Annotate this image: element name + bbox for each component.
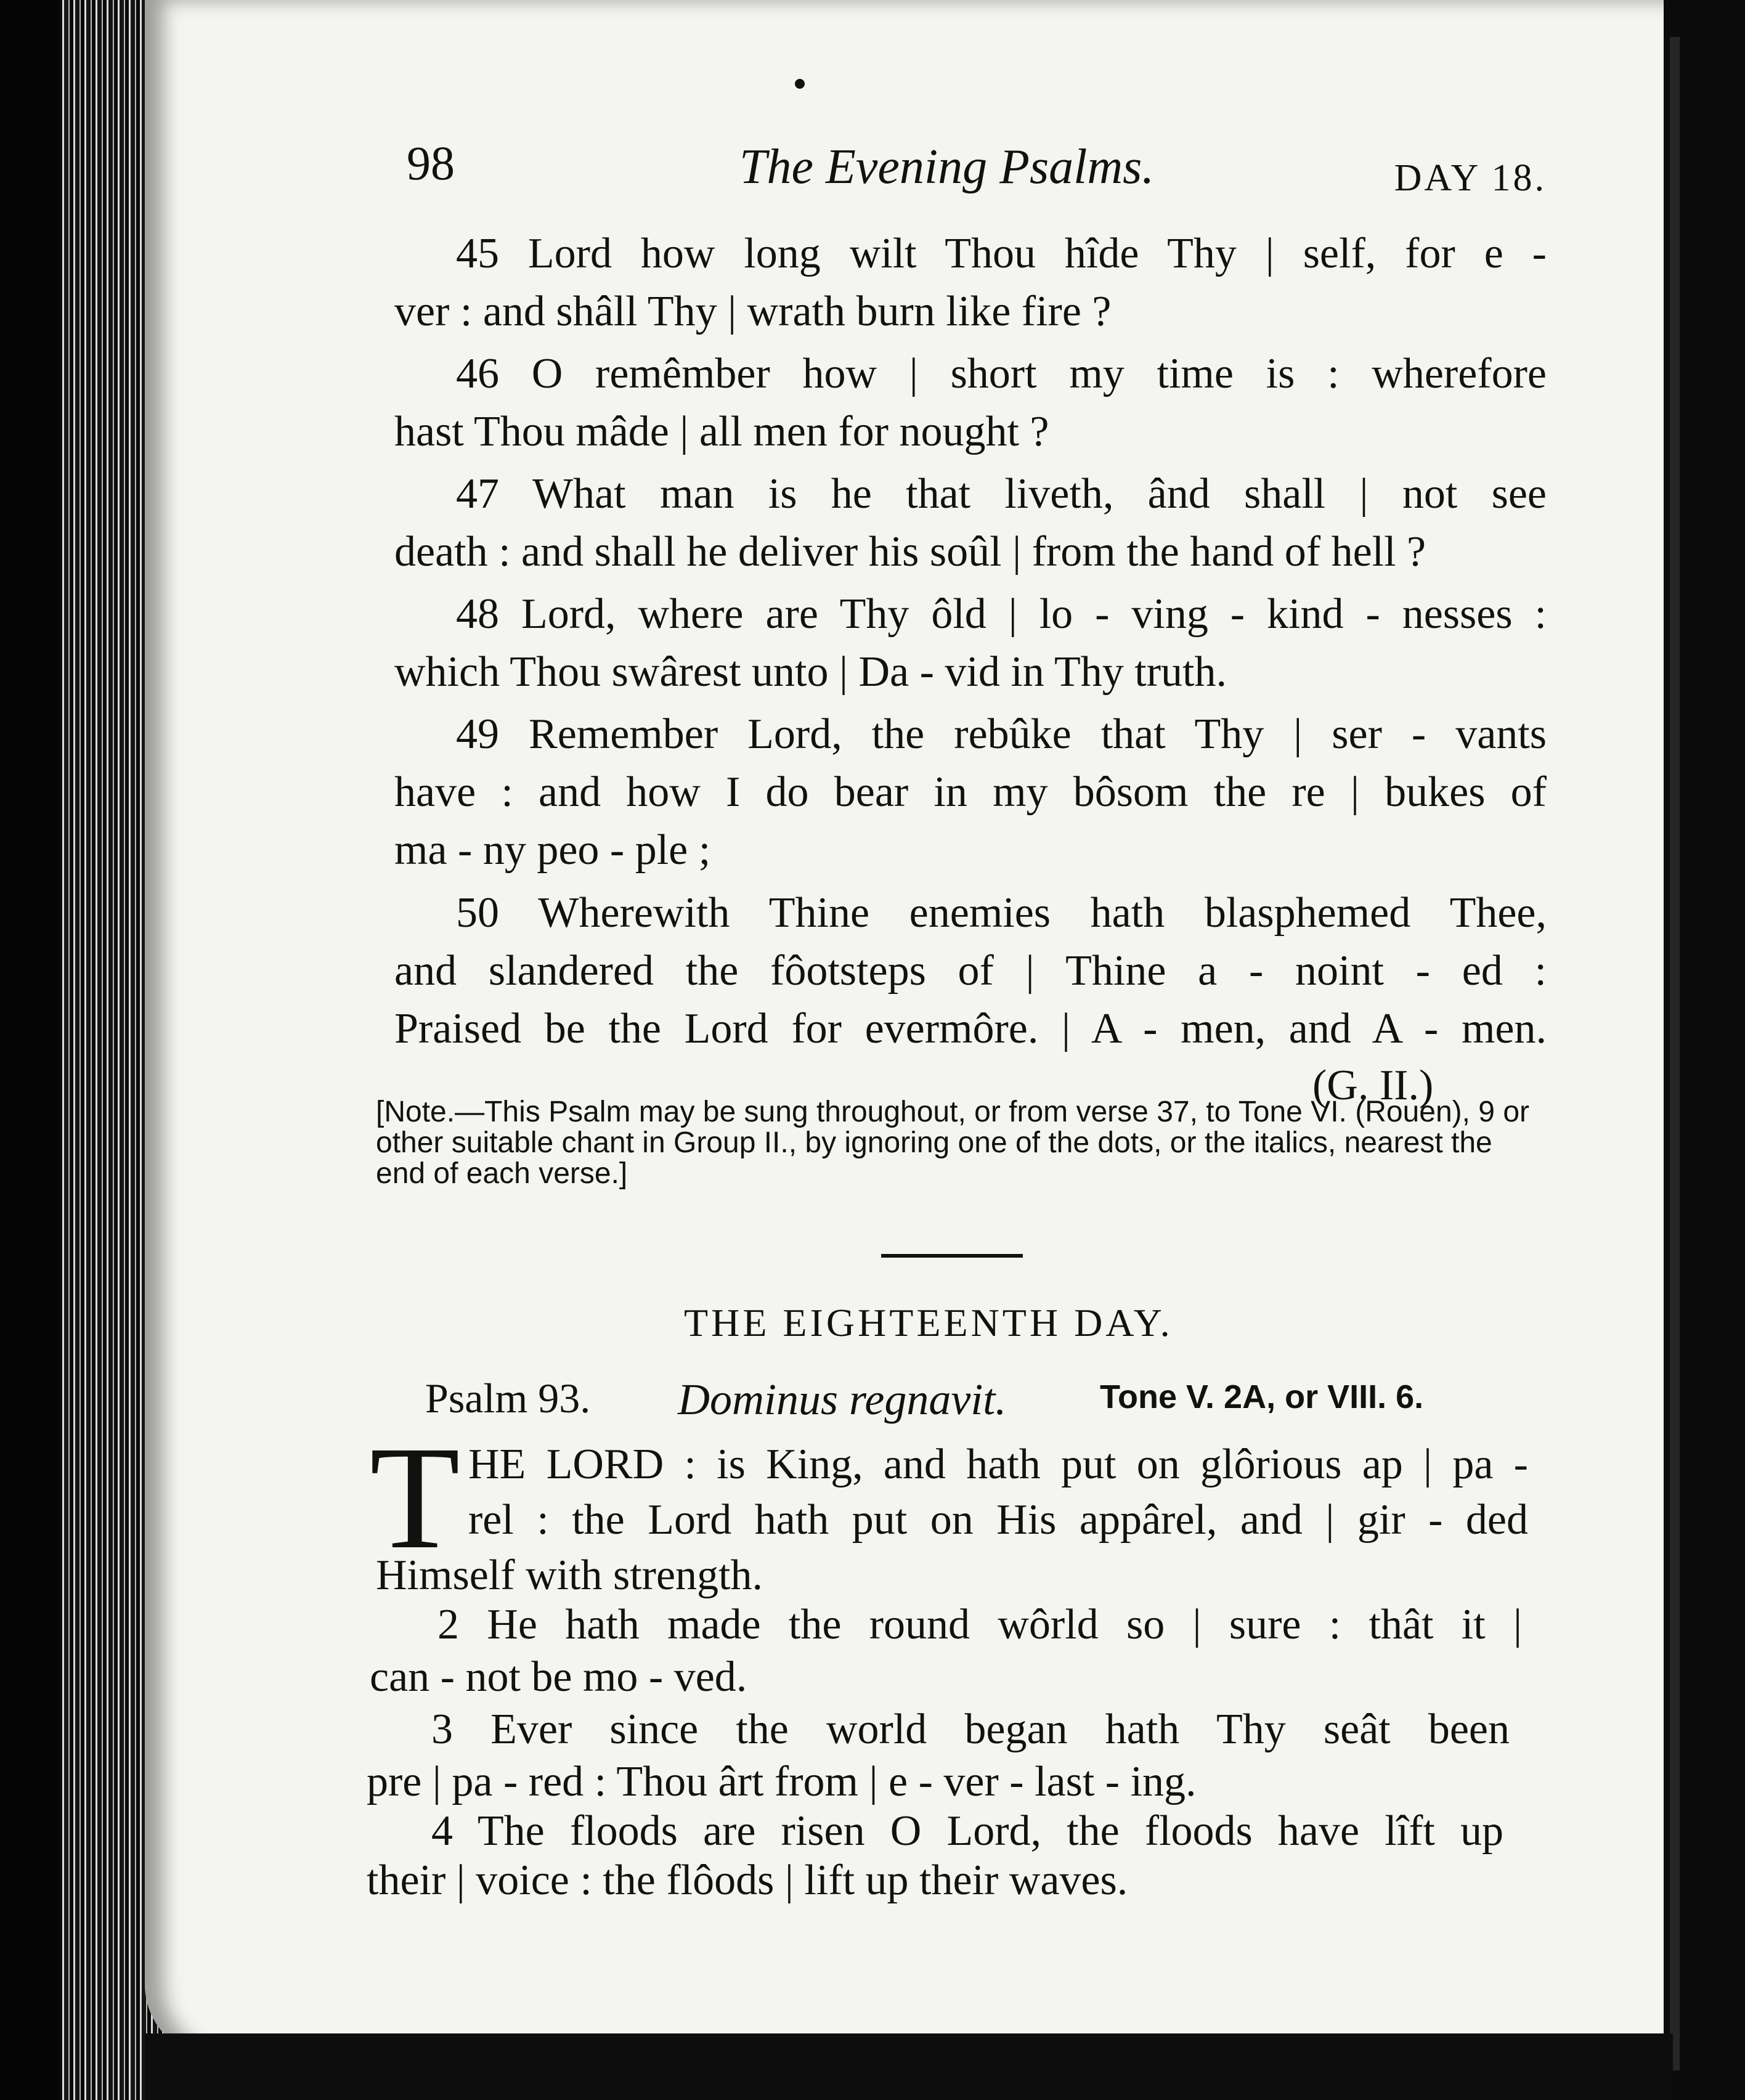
verse-49-line1: 49 Remember Lord, the rebûke that Thy | ser - vants xyxy=(456,710,1547,758)
psalm93-v4-line1: 4 The floods are risen O Lord, the floods have lîft up xyxy=(431,1807,1503,1855)
psalm93-v2-line1: 2 He hath made the round wôrld so | sure : thât it | xyxy=(437,1601,1522,1648)
psalm-note: [Note.—This Psalm may be sung throughout, or from verse 37, to Tone VI. (Rouen), 9 or other suitable chant in Group II., by ignoring one of the dots, or the italics, nearest the end of each verse.] xyxy=(376,1096,1529,1190)
running-title: The Evening Psalms. xyxy=(739,140,1155,194)
verse-45-line2: ver : and shâll Thy | wrath burn like fire ? xyxy=(394,288,1112,335)
psalm-tone: Tone V. 2A, or VIII. 6. xyxy=(1100,1378,1424,1415)
verse-48-line1: 48 Lord, where are Thy ôld | lo - ving - kind - nesses : xyxy=(456,590,1547,638)
running-header xyxy=(407,136,1547,210)
page-number: 98 xyxy=(407,136,455,190)
group-mark: (G. II.) xyxy=(1312,1062,1434,1109)
psalm93-v3-line1: 3 Ever since the world began hath Thy seât been xyxy=(431,1706,1510,1753)
verse-50-line3: Praised be the Lord for evermôre. | A - men, and A - men. xyxy=(394,1005,1547,1052)
psalm93-v4-line2: their | voice : the flôods | lift up their waves. xyxy=(367,1857,1128,1904)
verse-48-line2: which Thou swârest unto | Da - vid in Thy truth. xyxy=(394,648,1227,696)
verse-49-line2: have : and how I do bear in my bôsom the re | bukes of xyxy=(394,768,1547,816)
psalm-title: Dominus regnavit. xyxy=(678,1375,1007,1424)
psalm93-v1-line2: rel : the Lord hath put on His appârel, and | gir - ded xyxy=(468,1496,1528,1544)
psalm93-v3-line2: pre | pa - red : Thou ârt from | e - ver - last - ing. xyxy=(367,1758,1197,1805)
day-label: DAY 18. xyxy=(1394,157,1547,199)
verse-45-line1: 45 Lord how long wilt Thou hîde Thy | self, for e - xyxy=(456,230,1547,277)
bottom-shadow xyxy=(145,2033,1673,2100)
psalm-heading xyxy=(425,1374,1473,1423)
page-dot xyxy=(795,79,805,89)
verse-49-line3: ma - ny peo - ple ; xyxy=(394,826,711,874)
psalm93-v2-line2: can - not be mo - ved. xyxy=(370,1653,747,1701)
gutter-line xyxy=(1670,37,1680,2070)
verse-47-line1: 47 What man is he that liveth, ând shall | not see xyxy=(456,470,1547,518)
verse-50-line2: and slandered the fôotsteps of | Thine a - noint - ed : xyxy=(394,947,1547,995)
section-divider xyxy=(881,1254,1023,1258)
drop-cap: T xyxy=(370,1415,460,1579)
psalm93-v1-line1: HE LORD : is King, and hath put on glôrious ap | pa - xyxy=(468,1441,1528,1488)
verse-46-line1: 46 O remêmber how | short my time is : wherefore xyxy=(456,350,1547,397)
psalm93-v1-line3: Himself with strength. xyxy=(376,1552,763,1599)
verse-47-line2: death : and shall he deliver his soûl | from the hand of hell ? xyxy=(394,528,1426,576)
verse-46-line2: hast Thou mâde | all men for nought ? xyxy=(394,408,1049,455)
day-heading: THE EIGHTEENTH DAY. xyxy=(684,1301,1173,1345)
verse-50-line1: 50 Wherewith Thine enemies hath blasphemed Thee, xyxy=(456,889,1547,937)
psalm-label: Psalm 93. xyxy=(425,1375,591,1422)
